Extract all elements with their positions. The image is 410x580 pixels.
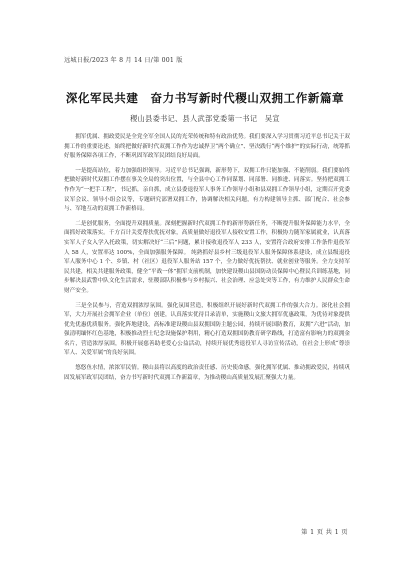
masthead: 远城日报/2023 年 8 月 14 日/第 001 版	[64, 57, 183, 64]
paragraph-conclusion: 悠悠鱼水情，浓浓军民情。稷山县将以高度的政治责任感、历史使命感，强化拥军优属、推动拥政爱民，持续巩固发展军政军民团结，奋力书写新时代双拥工作新篇章，为推动稷山高质量发展汇聚强大力量。	[64, 365, 350, 381]
paragraph-leadership: 一是提高站位，着力加强组织领导。习近平总书记强调，新形势下，双拥工作只能加强、不能削弱。我们要始终把做好新时代双拥工作摆在事关全局的突出位置，与全县中心工作同谋划、同部署、同推进、同落实。坚持把双拥工作作为“一把手工程”，书记抓，亲自抓，成立县委退役军人事务工作领导小组和县双拥工作领导小组，定期召开党委议军会议、领导小组会议等，专题研究部署双拥工作，协调解决相关问题，有力构建领导主抓、部门配合、社会参与、军地互动的双拥工作新格局。	[64, 167, 350, 213]
paragraph-intro: 拥军优属、拥政爱民是全党全军全国人民的光荣传统和特有政治优势。我们要深入学习贯彻习近平总书记关于双拥工作的重要论述，始终把做好新时代双拥工作作为忠诚捍卫“两个确立”、坚决践行“两个维护”的实际行动，统筹抓好服务保障各项工作，不断巩固军政军民团结良好局面。	[64, 134, 350, 160]
author-byline: 稷山县委书记、县人武部党委第一书记 吴宣	[130, 114, 280, 123]
article-title: 深化军民共建 奋力书写新时代稷山双拥工作新篇章	[65, 91, 345, 105]
article-body	[64, 133, 350, 388]
page-number: 第 1 页 共 1 页	[301, 529, 348, 536]
paragraph-service: 二是创优服务，全面提升双拥质量。深刻把握新时代双拥工作的新形势新任务，不断提升服务保障能力水平，全面抓好政策落实。千方百计关爱帮扶优抚对象，高质量做好退役军人接收安置工作，积极协力随军家属就业，认真落实军人子女入学入托政策，切实解决好“三后”问题，累计接收退役军人 233 人，安置符合政府安排工作条件退役军人 58 人，安置率达 100%，全面加强服务保障。 纯熟抓好县乡村三级退役军人服务保障体系建设，成立县级退役军人服务中心 1 个、乡镇、村（社区）退役军人服务站 157 个，全力做好优抚帮扶、就业创业等服务。全力支持军民共建，相关共建服务政策，健全“平战一体”拥军支前机制，加快建设稷山县国防动员保障中心暨民兵训练基地，同步解决县武警中队文化生活需求，驻稷部队积极参与乡村振兴、社会治理、应急处突等工作，有力维护人民群众生命财产安全。	[64, 220, 350, 294]
paragraph-participation: 三是全民参与，营造双拥浓厚氛围。强化氛围营造，积极组织开展好新时代双拥工作的强大合力。深化社会拥军，大力开展社会拥军企业（单位）创建，认真落实优待目录清单，实施稷山文旅大拥军优惠政策，为优待对象提供优先优惠优质服务。强化阵地建设，高标准建设稷山县双拥国防主题公园，持续开展国防教育，双拥“六进”活动，加强清明缅怀红色基地，积极推动烈士纪念设施保护利用，精心打造双拥国防教育研学路线，打造富有影响力的双拥金名片，营造浓厚氛围，积极开展慈善助老爱心公益活动，持续开展优秀退役军人寻访宣传活动，在社会上形成“尊崇军人、关爱军属”的良好氛围。	[64, 302, 350, 357]
